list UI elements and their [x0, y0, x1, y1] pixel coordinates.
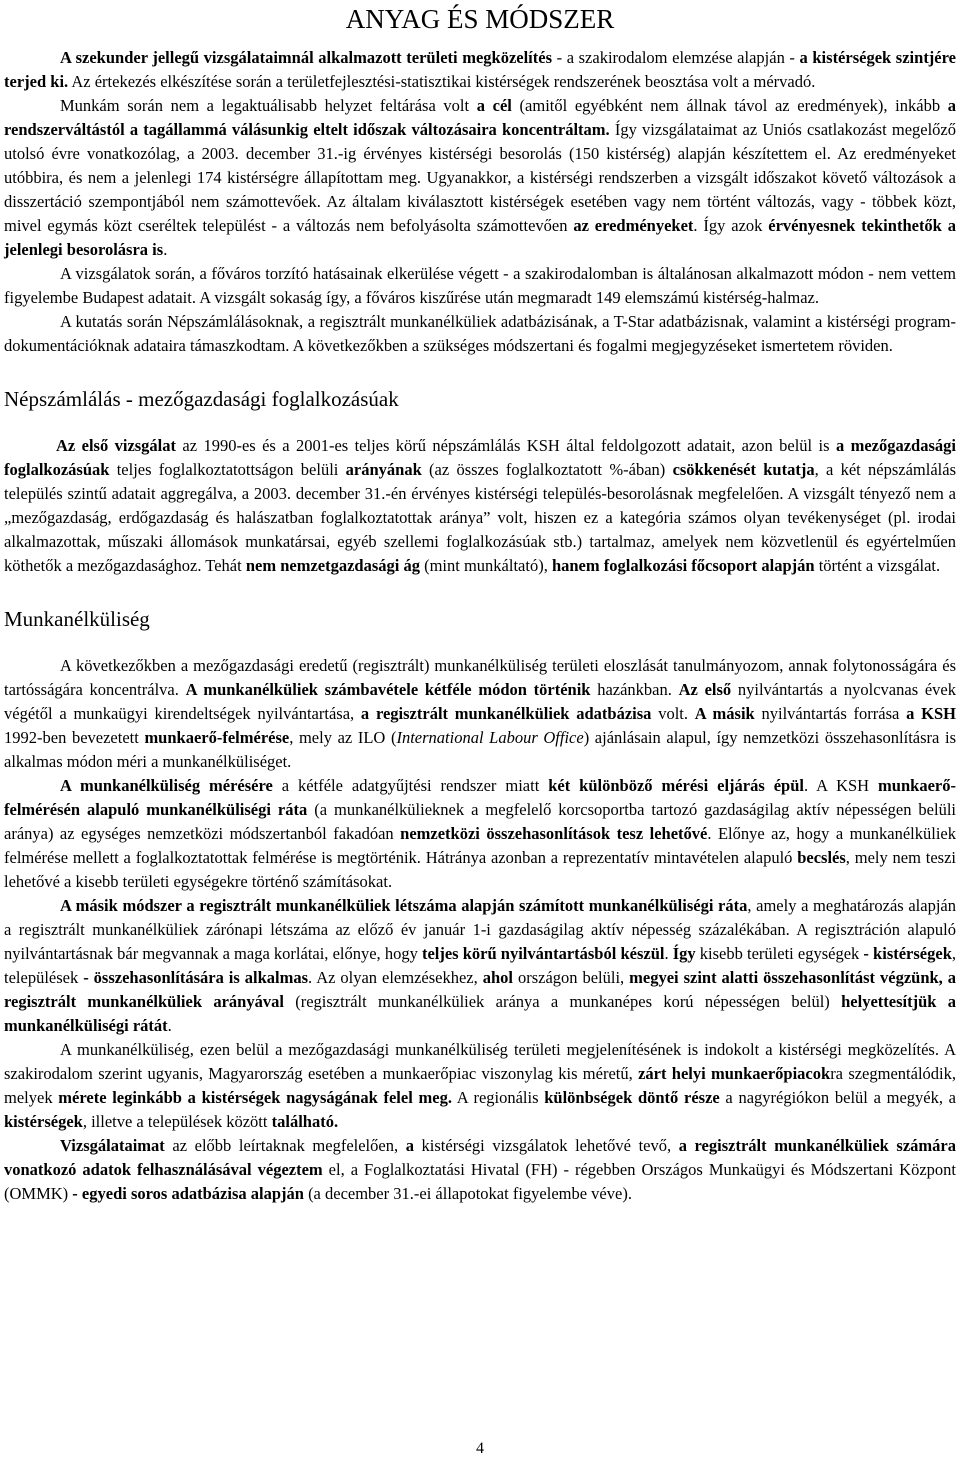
text-run: nyilvántartás forrása: [754, 704, 907, 723]
bold-text-run: hanem foglalkozási főcsoport alapján: [551, 556, 815, 575]
text-run: A kutatás során Népszámlálásoknak, a regisztrált munkanélküliek adatbázisának, a T-Star adatbázisnak, valamint a kistérségi program-dokumentációknak adataira támaszkodtam. A következőkben a szükséges módszertani és fogalmi megjegyzéseket ismertetem röviden.: [4, 312, 956, 355]
bold-text-run: - összehasonlítására is alkalmas: [83, 968, 309, 987]
text-run: országon belüli,: [512, 968, 630, 987]
text-run: az 1990-es és a 2001-es teljes körű népszámlálás KSH által feldolgozott adatait, azon belül is: [176, 436, 836, 455]
italic-text-run: International Labour Office: [396, 728, 584, 747]
text-run: Munkám során nem a legaktuálisabb helyzet feltárása volt: [60, 96, 477, 115]
bold-text-run: A szekunder jellegű vizsgálataimnál alkalmazott területi megközelítés: [60, 48, 552, 67]
bold-text-run: munkaerő-felmérésén alapuló munkanélküliségi ráta: [4, 776, 956, 819]
text-run: hazánkban.: [590, 680, 679, 699]
bold-text-run: zárt helyi munkaerőpiacok: [638, 1064, 831, 1083]
paragraph: [4, 46, 956, 94]
paragraph: [4, 94, 956, 262]
text-run: az előbb leírtaknak megfelelően,: [164, 1136, 406, 1155]
text-run: , illetve a települések között: [82, 1112, 272, 1131]
bold-text-run: a: [405, 1136, 414, 1155]
paragraph: [4, 1038, 956, 1134]
paragraph: [4, 654, 956, 774]
text-run: kistérségi vizsgálatok lehetővé tevő,: [413, 1136, 679, 1155]
text-run: .: [167, 1016, 172, 1035]
bold-text-run: a regisztrált munkanélküliek adatbázisa: [360, 704, 652, 723]
bold-text-run: található.: [271, 1112, 339, 1131]
bold-text-run: Az első: [678, 680, 732, 699]
bold-text-run: - egyedi soros adatbázisa alapján: [72, 1184, 304, 1203]
text-run: , mely az ILO (: [289, 728, 397, 747]
page-number: 4: [476, 1440, 484, 1457]
text-run: volt.: [651, 704, 695, 723]
bold-text-run: A munkanélküliek számbavétele kétféle módon történik: [185, 680, 591, 699]
text-run: , a két népszámlálás település szintű adatait aggregálva, a 2003. december 31.-én érvényes kistérségi település-besorolásnak megfelelően. A vizsgált tényező nem a „mezőgazdaság, erdőgazdaság és halászatban foglalkoztatottak aránya” volt, hiszen ez a kategória számos olyan tevékenységet (pl. irodai alkalmazottak, műszaki állomások munkatársai, egyéb szellemi foglalkozásúak stb.) tartalmaz, amelyek nem közvetlenül és egyértelműen köthetők a mezőgazdasághoz. Tehát: [4, 460, 956, 575]
bold-text-run: a cél: [476, 96, 512, 115]
text-run: . A KSH: [803, 776, 879, 795]
paragraph: [4, 434, 956, 578]
bold-text-run: érvényesnek tekinthetők a jelenlegi besorolásra is: [4, 216, 956, 259]
text-run: teljes foglalkoztatottságon belüli: [109, 460, 346, 479]
text-run: (a munkanélkülieknek a megfelelő korcsoportba tartozó gazdaságilag aktív népességen belüli aránya) az egységes nemzetközi módszertanból fakadóan: [4, 800, 956, 843]
text-run: (regisztrált munkanélküliek aránya a munkanépes korú népességen belül): [283, 992, 842, 1011]
paragraph: [4, 894, 956, 1038]
text-run: a kétféle adatgyűjtési rendszer miatt: [272, 776, 549, 795]
bold-text-run: kistérségek: [4, 1112, 83, 1131]
text-run: A regionális: [451, 1088, 545, 1107]
bold-text-run: csökkenését kutatja: [672, 460, 815, 479]
bold-text-run: A munkanélküliség mérésére: [60, 776, 273, 795]
paragraph: [4, 774, 956, 894]
section-heading: Munkanélküliség: [4, 607, 150, 631]
text-run: (mint munkáltató),: [419, 556, 552, 575]
text-run: . Így azok: [693, 216, 769, 235]
bold-text-run: nem nemzetgazdasági ág: [245, 556, 420, 575]
paragraph: [4, 262, 956, 310]
text-run: el, a Foglalkoztatási Hivatal (FH) - régebben Országos Munkaügyi és Módszertani Központ (OMMK): [4, 1160, 956, 1203]
bold-text-run: Így: [672, 944, 696, 963]
bold-text-run: Az első vizsgálat: [56, 436, 177, 455]
text-run: Így vizsgálataimat az Uniós csatlakozást megelőző utolsó évre vonatkozólag, a 2003. december 31.-ig érvényes kistérségi besorolás (150 kistérség) alapján készítettem el. Az eredményeket utóbbira, és nem a jelenlegi 174 kistérségre állapítottam meg. Ugyanakkor, a kistérségi rendszerben a vizsgált időszakot követő változások a disszertáció szempontjából nem számottevőek. Az általam kiválasztott kistérségek esetében vagy nem történt változás, vagy - többek közt, mivel egymás közt cseréltek települést - a változás nem befolyásolta számottevően: [4, 120, 956, 235]
text-run: .: [664, 944, 673, 963]
text-run: ra szegmentálódik, melyek: [4, 1064, 956, 1107]
bold-text-run: A másik módszer a regisztrált munkanélküliek létszáma alapján számított munkanélküliségi ráta: [60, 896, 748, 915]
text-run: A vizsgálatok során, a főváros torzító hatásainak elkerülése végett - a szakirodalomban is általánosan alkalmazott módon - nem vettem figyelembe Budapest adatait. A vizsgált sokaság így, a főváros kiszűrése után megmaradt 149 elemszámú kistérség-halmaz.: [4, 264, 956, 307]
text-run: (a december 31.-ei állapotokat figyelembe véve).: [303, 1184, 632, 1203]
text-run: A következőkben a mezőgazdasági eredetű (regisztrált) munkanélküliség területi eloszlását tanulmányozom, annak folytonosságára és tartósságára koncentrálva.: [4, 656, 956, 699]
bold-text-run: teljes körű nyilvántartásból készül: [421, 944, 665, 963]
text-run: , mely nem teszi lehetővé a kisebb területi egységekre történő számításokat.: [4, 848, 956, 891]
paragraph: [4, 1134, 956, 1206]
text-run: nyilvántartás a nyolcvanas évek végétől a munkaügyi kirendeltségek nyilvántartása,: [4, 680, 956, 723]
text-run: történt a vizsgálat.: [814, 556, 941, 575]
bold-text-run: különbségek döntő része: [544, 1088, 720, 1107]
bold-text-run: arányának: [345, 460, 422, 479]
text-run: , amely a meghatározás alapján a regisztrált munkanélküliek zárónapi létszáma az előző év január 1-i gazdaságilag aktív népesség százalékában. A regisztráción alapuló nyilvántartásnak bár megvannak a maga korlátai, előnye, hogy: [4, 896, 957, 963]
text-run: Az értekezés elkészítése során a területfejlesztési-statisztikai kistérségek rendszerének beosztása volt a mérvadó.: [68, 72, 816, 91]
text-run: 1992-ben bevezetett: [4, 728, 145, 747]
text-run: . Előnye az, hogy a munkanélküliek felmérése mellett a foglalkoztatottak felmérése is megtörténik. Hátránya azonban a reprezentatív mintavételen alapuló: [4, 824, 956, 867]
bold-text-run: ahol: [482, 968, 513, 987]
bold-text-run: megyei szint alatti összehasonlítást végzünk, a regisztrált munkanélküliek arányával: [4, 968, 957, 1011]
text-run: a nagyrégiókon belül a megyék, a: [719, 1088, 956, 1107]
bold-text-run: munkaerő-felmérése: [144, 728, 290, 747]
section-heading: Népszámlálás - mezőgazdasági foglalkozásúak: [4, 387, 399, 411]
text-run: .: [163, 240, 168, 259]
page-title: ANYAG ÉS MÓDSZER: [345, 4, 615, 34]
text-run: kisebb területi egységek: [695, 944, 864, 963]
bold-text-run: nemzetközi összehasonlítások tesz lehetővé: [400, 824, 708, 843]
bold-text-run: a mezőgazdasági foglalkozásúak: [4, 436, 956, 479]
text-run: (amitől egyébként nem állnak távol az eredmények), inkább: [511, 96, 948, 115]
bold-text-run: A másik: [694, 704, 755, 723]
bold-text-run: Vizsgálataimat: [60, 1136, 165, 1155]
bold-text-run: a kistérségek szintjére terjed ki.: [4, 48, 956, 91]
text-run: . Az olyan elemzésekhez,: [308, 968, 483, 987]
paragraph: [4, 310, 956, 358]
bold-text-run: - kistérségek: [863, 944, 952, 963]
bold-text-run: helyettesítjük a munkanélküliségi rátát: [4, 992, 957, 1035]
bold-text-run: mérete leginkább a kistérségek nagyságának felel meg.: [58, 1088, 452, 1107]
text-run: A munkanélküliség, ezen belül a mezőgazdasági munkanélküliség területi megjelenítésének is indokolt a kistérségi megközelítés. A szakirodalom szerint ugyanis, Magyarország esetében a munkaerőpiac viszonylag kis méretű,: [4, 1040, 956, 1083]
bold-text-run: a rendszerváltástól a tagállammá válásunkig eltelt időszak változásaira koncentráltam.: [4, 96, 956, 139]
bold-text-run: a regisztrált munkanélküliek számára vonatkozó adatok felhasználásával végeztem: [4, 1136, 956, 1179]
text-run: (az összes foglalkoztatott %-ában): [421, 460, 673, 479]
bold-text-run: két különböző mérési eljárás épül: [548, 776, 804, 795]
text-run: ) ajánlásain alapul, így nemzetközi összehasonlításra is alkalmas módon méri a munkanélküliséget.: [4, 728, 956, 771]
text-run: , települések: [4, 944, 956, 987]
bold-text-run: becslés: [797, 848, 846, 867]
text-run: - a szakirodalom elemzése alapján -: [552, 48, 800, 67]
bold-text-run: az eredményeket: [573, 216, 694, 235]
bold-text-run: a KSH: [906, 704, 956, 723]
